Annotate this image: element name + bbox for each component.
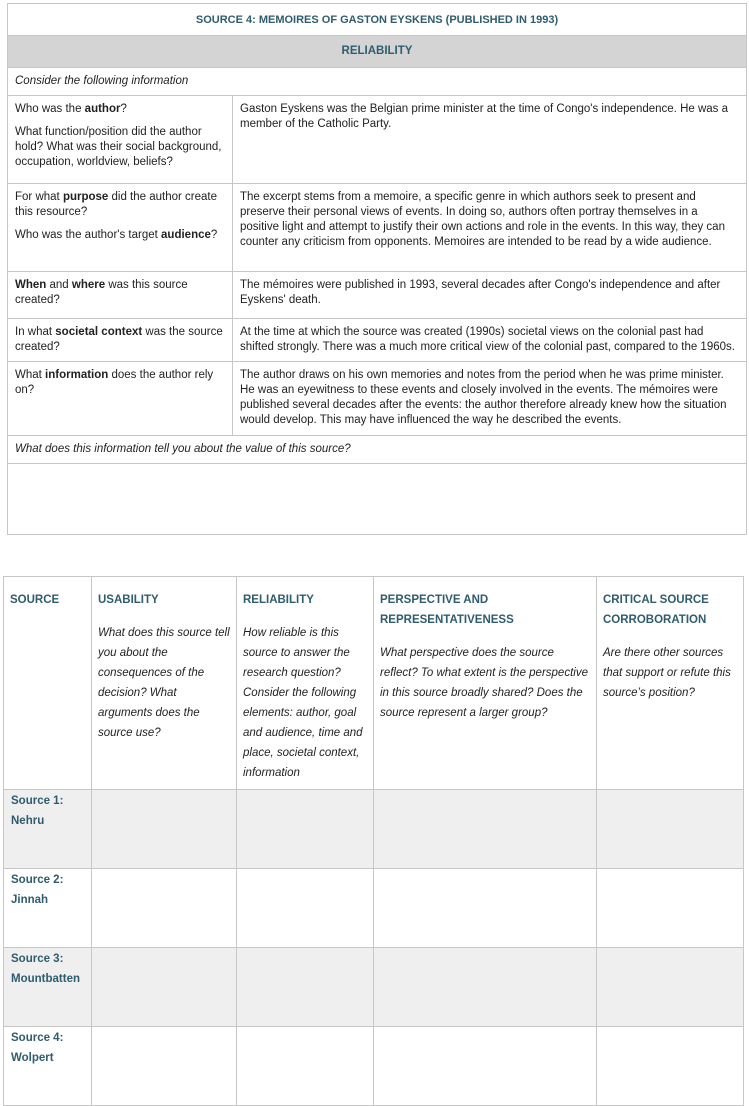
corroboration-cell[interactable] (597, 948, 744, 1027)
section-heading: RELIABILITY (8, 36, 747, 68)
criteria-question: What information does the author rely on? (8, 362, 233, 436)
reliability-cell[interactable] (237, 948, 374, 1027)
column-header-reliability: RELIABILITY How reliable is this source to answer the research question? Consider the following elements: author, goal and audience, time and place, societal context, information (237, 577, 374, 790)
reliability-cell[interactable] (237, 869, 374, 948)
column-header-usability: USABILITY What does this source tell you about the consequences of the decision? What arguments does the source use? (92, 577, 237, 790)
source-label: Source 2: Jinnah (4, 869, 92, 948)
criteria-row (8, 272, 747, 319)
column-header-perspective: PERSPECTIVE AND REPRESENTATIVENESS What perspective does the source reflect? To what extent is the perspective in this source broadly shared? Does the source represent a larger group? (374, 577, 597, 790)
usability-cell[interactable] (92, 869, 237, 948)
corroboration-grid (3, 576, 744, 1106)
reliability-cell[interactable] (237, 790, 374, 869)
usability-cell[interactable] (92, 790, 237, 869)
criteria-answer: The mémoires were published in 1993, several decades after Congo's independence and after Eyskens' death. (233, 272, 747, 319)
usability-cell[interactable] (92, 948, 237, 1027)
grid-header-row (4, 577, 744, 790)
perspective-cell[interactable] (374, 790, 597, 869)
closing-question: What does this information tell you about the value of this source? (8, 436, 747, 464)
criteria-question: In what societal context was the source created? (8, 319, 233, 362)
criteria-row (8, 362, 747, 436)
grid-row-source-3 (4, 948, 744, 1027)
perspective-cell[interactable] (374, 948, 597, 1027)
source-analysis-table (7, 3, 747, 535)
grid-row-source-2 (4, 869, 744, 948)
perspective-cell[interactable] (374, 1027, 597, 1106)
criteria-row (8, 96, 747, 184)
corroboration-cell[interactable] (597, 1027, 744, 1106)
corroboration-cell[interactable] (597, 790, 744, 869)
source-label: Source 3: Mountbatten (4, 948, 92, 1027)
criteria-question: When and where was this source created? (8, 272, 233, 319)
usability-cell[interactable] (92, 1027, 237, 1106)
criteria-row (8, 319, 747, 362)
perspective-cell[interactable] (374, 869, 597, 948)
criteria-answer: At the time at which the source was created (1990s) societal views on the colonial past had shifted strongly. There was a much more critical view of the colonial past, compared to the 1960s. (233, 319, 747, 362)
reliability-cell[interactable] (237, 1027, 374, 1106)
source-label: Source 4: Wolpert (4, 1027, 92, 1106)
instruction-text: Consider the following information (8, 68, 747, 96)
grid-row-source-4 (4, 1027, 744, 1106)
criteria-answer: The excerpt stems from a memoire, a specific genre in which authors seek to present and preserve their personal views of events. In doing so, authors often portray themselves in a positive light and attempt to justify their own actions and role in the events. In this way, they can counter any criticism from opponents. Memoires are intended to be read by a wide audience. (233, 184, 747, 272)
answer-area[interactable] (8, 464, 747, 535)
column-header-corroboration: CRITICAL SOURCE CORROBORATION Are there other sources that support or refute this source’s position? (597, 577, 744, 790)
criteria-row (8, 184, 747, 272)
source-label: Source 1: Nehru (4, 790, 92, 869)
criteria-question: Who was the author? What function/position did the author hold? What was their social background, occupation, worldview, beliefs? (8, 96, 233, 184)
criteria-answer: The author draws on his own memories and notes from the period when he was prime minister. He was an eyewitness to these events and closely involved in the events. The mémoires were published several decades after the events: the author therefore already knew how the situation would develop. This may have influenced the way he described the events. (233, 362, 747, 436)
column-header-source: SOURCE (4, 577, 92, 790)
grid-row-source-1 (4, 790, 744, 869)
corroboration-cell[interactable] (597, 869, 744, 948)
source-title: SOURCE 4: MEMOIRES OF GASTON EYSKENS (PUBLISHED IN 1993) (8, 4, 747, 36)
criteria-question: For what purpose did the author create this resource? Who was the author's target audience? (8, 184, 233, 272)
criteria-answer: Gaston Eyskens was the Belgian prime minister at the time of Congo's independence. He was a member of the Catholic Party. (233, 96, 747, 184)
